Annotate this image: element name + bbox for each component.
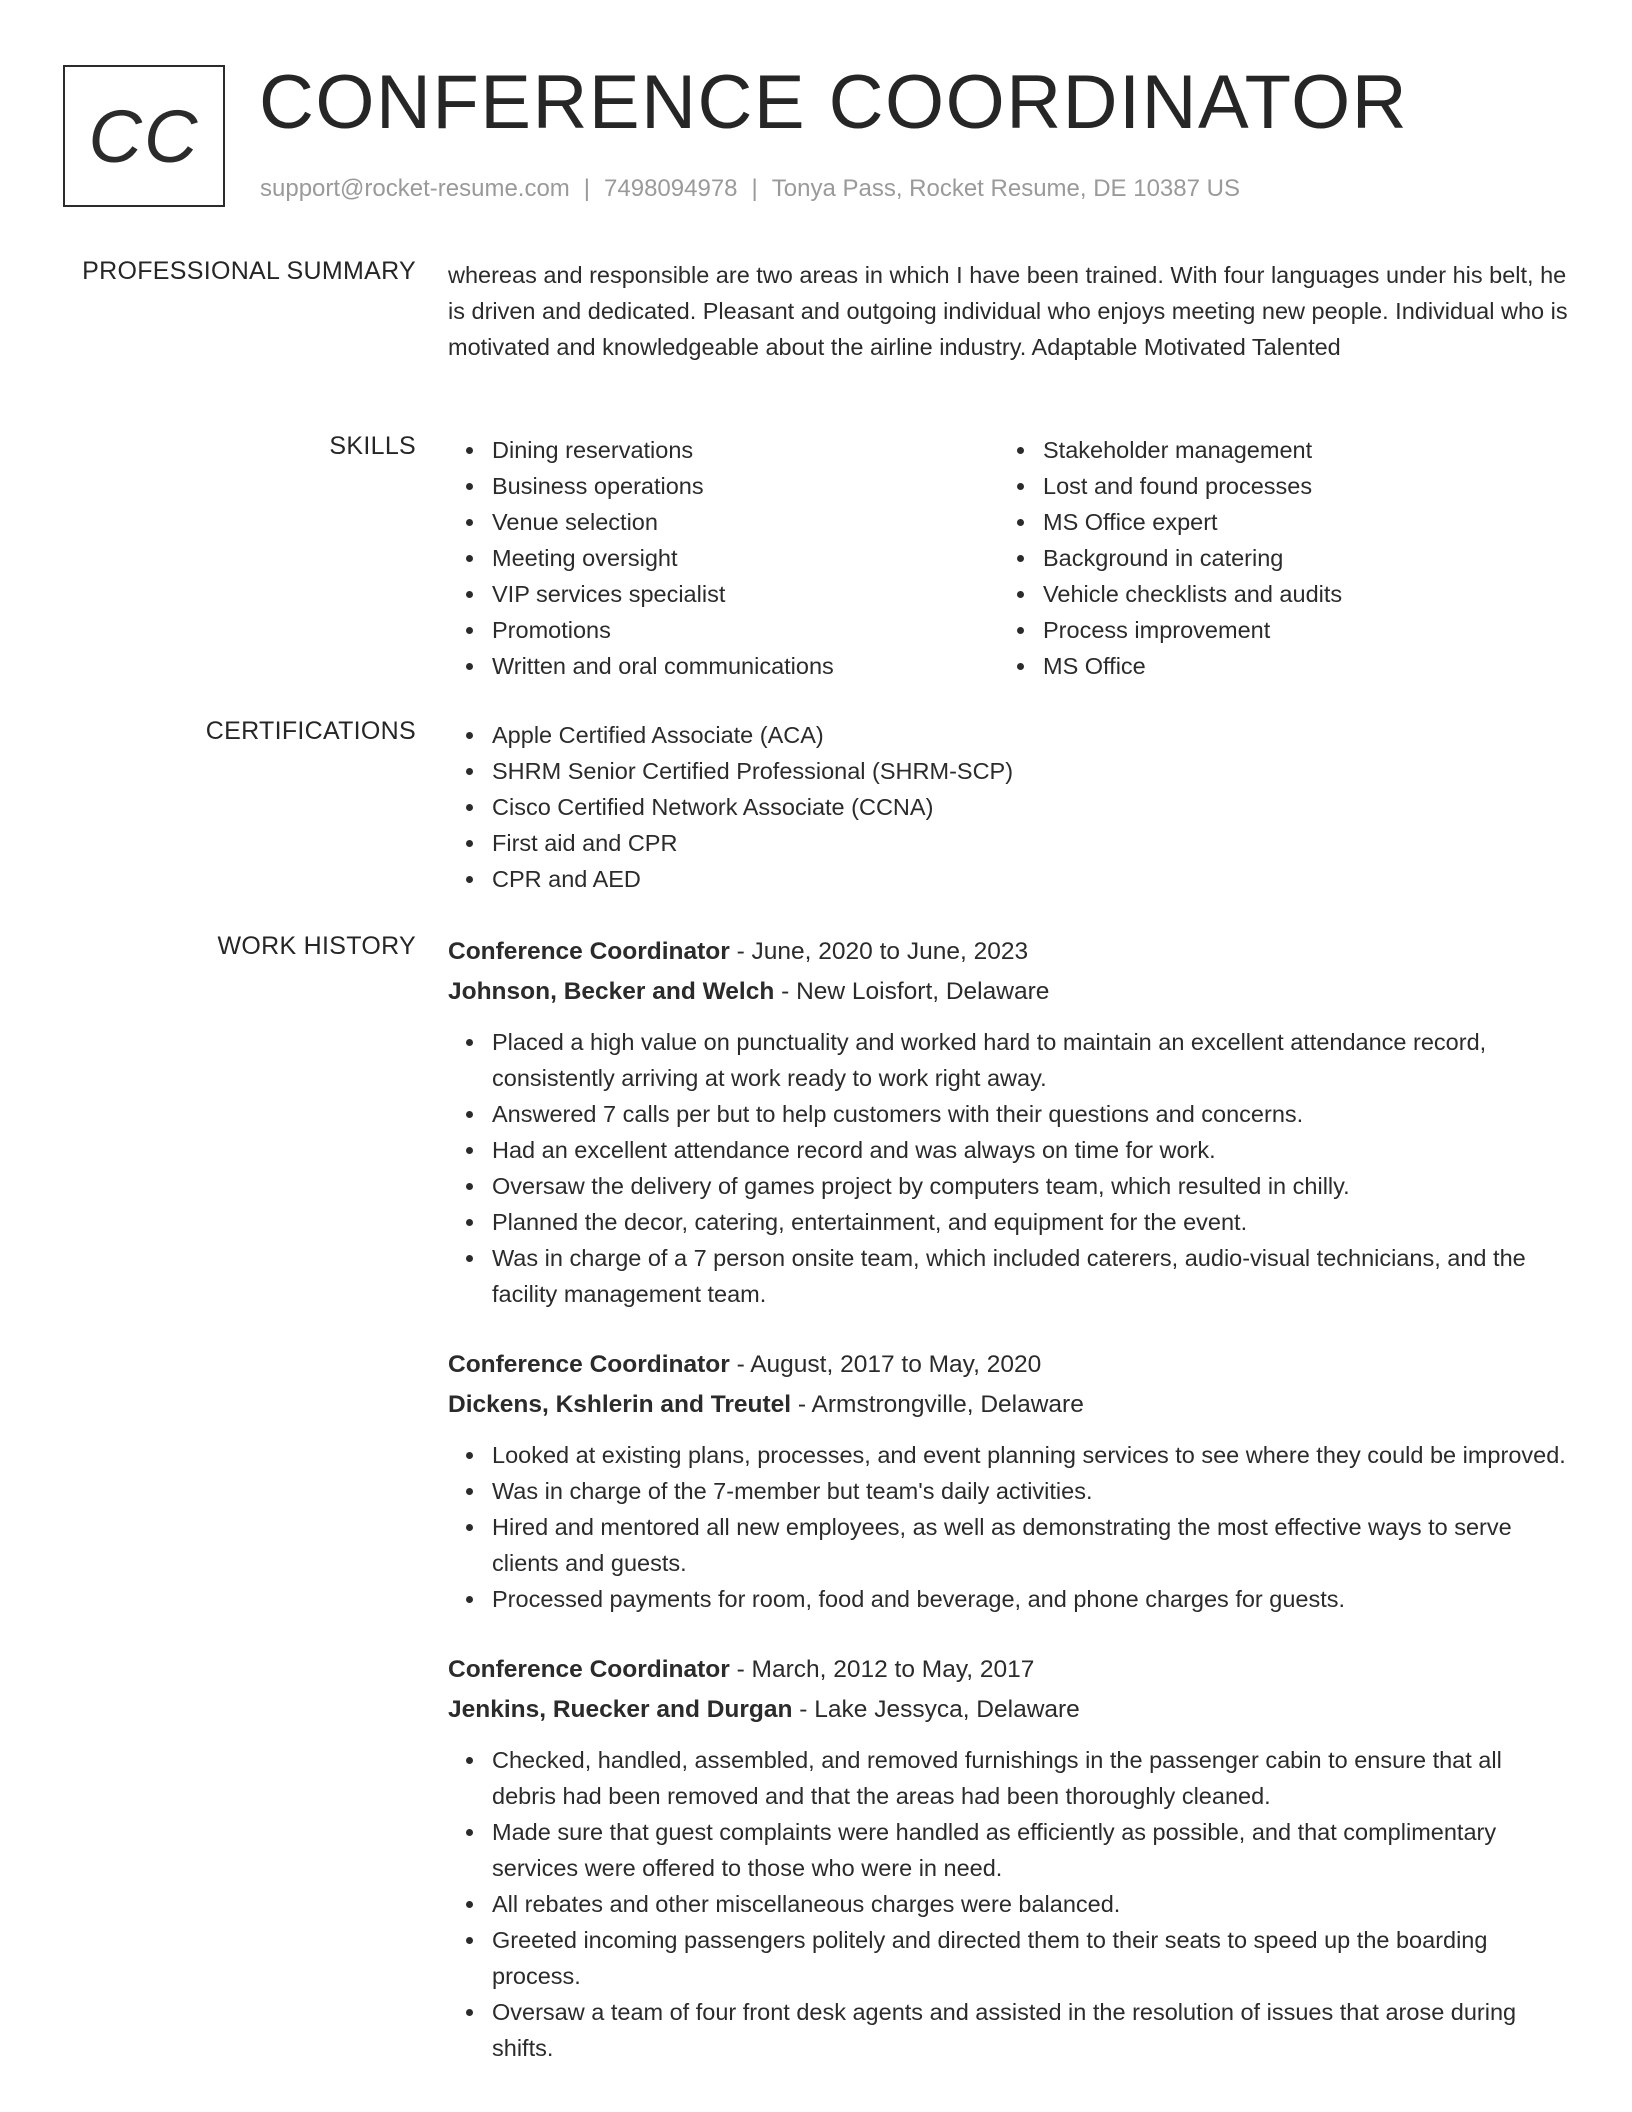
skill-item: Promotions	[492, 612, 999, 648]
skill-item: MS Office expert	[1043, 504, 1550, 540]
job-company-line	[448, 1385, 1568, 1425]
job-company-line	[448, 972, 1568, 1012]
contact-email: support@rocket-resume.com	[260, 175, 570, 202]
initials-text: CC	[88, 94, 200, 178]
skill-item: Background in catering	[1043, 540, 1550, 576]
skill-item: Venue selection	[492, 504, 999, 540]
job-company: Dickens, Kshlerin and Treutel	[448, 1391, 792, 1418]
job-title-line	[448, 1345, 1568, 1385]
job-bullet: Had an excellent attendance record and was always on time for work.	[492, 1132, 1568, 1168]
certifications-body	[448, 717, 1568, 897]
job-bullets	[448, 1437, 1568, 1617]
job-company-line	[448, 1690, 1568, 1730]
section-label-certifications: CERTIFICATIONS	[205, 717, 416, 745]
work-history-body	[448, 932, 1568, 2099]
section-label-work-history: WORK HISTORY	[217, 932, 416, 960]
job-bullet: Greeted incoming passengers politely and directed them to their seats to speed up the boarding process.	[492, 1922, 1568, 1994]
job-bullet: All rebates and other miscellaneous charges were balanced.	[492, 1886, 1568, 1922]
job-bullet: Checked, handled, assembled, and removed furnishings in the passenger cabin to ensure that all debris had been removed and that the areas had been thoroughly cleaned.	[492, 1742, 1568, 1814]
job-bullet: Answered 7 calls per but to help customers with their questions and concerns.	[492, 1096, 1568, 1132]
skill-item: Lost and found processes	[1043, 468, 1550, 504]
job-bullet: Looked at existing plans, processes, and event planning services to see where they could be improved.	[492, 1437, 1568, 1473]
skills-column-left	[448, 432, 999, 684]
skill-item: Process improvement	[1043, 612, 1550, 648]
contact-separator: |	[583, 175, 591, 202]
job-entry	[448, 1650, 1568, 2066]
skill-item: Dining reservations	[492, 432, 999, 468]
job-title: Conference Coordinator	[448, 1351, 730, 1378]
job-bullet: Made sure that guest complaints were handled as efficiently as possible, and that complimentary services were offered to those who were in need.	[492, 1814, 1568, 1886]
certification-item: Apple Certified Associate (ACA)	[492, 717, 1568, 753]
skill-item: VIP services specialist	[492, 576, 999, 612]
job-company: Johnson, Becker and Welch	[448, 978, 775, 1005]
certification-item: Cisco Certified Network Associate (CCNA)	[492, 789, 1568, 825]
job-bullets	[448, 1742, 1568, 2066]
skill-item: MS Office	[1043, 648, 1550, 684]
job-location: - New Loisfort, Delaware	[774, 978, 1050, 1005]
certification-item: First aid and CPR	[492, 825, 1568, 861]
section-label-skills: SKILLS	[329, 432, 416, 460]
job-bullet: Was in charge of a 7 person onsite team, which included caterers, audio-visual technicians, and the facility management team.	[492, 1240, 1568, 1312]
resume-header	[63, 60, 1563, 215]
certification-item: CPR and AED	[492, 861, 1568, 897]
job-entry	[448, 1345, 1568, 1617]
skill-item: Vehicle checklists and audits	[1043, 576, 1550, 612]
initials-monogram	[63, 65, 225, 207]
job-title: Conference Coordinator	[448, 1656, 730, 1683]
job-location: - Lake Jessyca, Delaware	[792, 1696, 1080, 1723]
section-label-summary: PROFESSIONAL SUMMARY	[82, 257, 416, 285]
job-title-line	[448, 932, 1568, 972]
summary-body	[448, 257, 1568, 365]
job-bullet: Was in charge of the 7-member but team's daily activities.	[492, 1473, 1568, 1509]
job-dates: - June, 2020 to June, 2023	[729, 938, 1029, 965]
summary-text: whereas and responsible are two areas in which I have been trained. With four languages under his belt, he is driven and dedicated. Pleasant and outgoing individual who enjoys meeting new people. Individual who is motivated and knowledgeable about the airline industry. Adaptable Motivated Talented	[448, 262, 1568, 360]
job-bullet: Oversaw a team of four front desk agents and assisted in the resolution of issues that arose during shifts.	[492, 1994, 1568, 2066]
job-title-line	[448, 1650, 1568, 1690]
job-bullet: Planned the decor, catering, entertainment, and equipment for the event.	[492, 1204, 1568, 1240]
skill-item: Business operations	[492, 468, 999, 504]
skills-body	[448, 432, 1568, 684]
job-bullet: Oversaw the delivery of games project by computers team, which resulted in chilly.	[492, 1168, 1568, 1204]
resume-name: CONFERENCE COORDINATOR	[259, 60, 1409, 145]
contact-separator: |	[751, 175, 758, 202]
skill-item: Meeting oversight	[492, 540, 999, 576]
job-location: - Armstrongville, Delaware	[791, 1391, 1084, 1418]
job-bullet: Placed a high value on punctuality and worked hard to maintain an excellent attendance record, consistently arriving at work ready to work right away.	[492, 1024, 1568, 1096]
job-entry	[448, 932, 1568, 1312]
contact-address: Tonya Pass, Rocket Resume, DE 10387 US	[771, 175, 1240, 202]
skills-column-right	[999, 432, 1550, 684]
certification-item: SHRM Senior Certified Professional (SHRM-SCP)	[492, 753, 1568, 789]
job-dates: - August, 2017 to May, 2020	[729, 1351, 1042, 1378]
job-bullets	[448, 1024, 1568, 1312]
job-company: Jenkins, Ruecker and Durgan	[448, 1696, 793, 1723]
contact-phone: 7498094978	[604, 175, 738, 202]
contact-line	[260, 175, 1240, 203]
job-title: Conference Coordinator	[448, 938, 730, 965]
job-bullet: Hired and mentored all new employees, as well as demonstrating the most effective ways to serve clients and guests.	[492, 1509, 1568, 1581]
skill-item: Stakeholder management	[1043, 432, 1550, 468]
job-dates: - March, 2012 to May, 2017	[729, 1656, 1035, 1683]
skill-item: Written and oral communications	[492, 648, 999, 684]
job-bullet: Processed payments for room, food and beverage, and phone charges for guests.	[492, 1581, 1568, 1617]
